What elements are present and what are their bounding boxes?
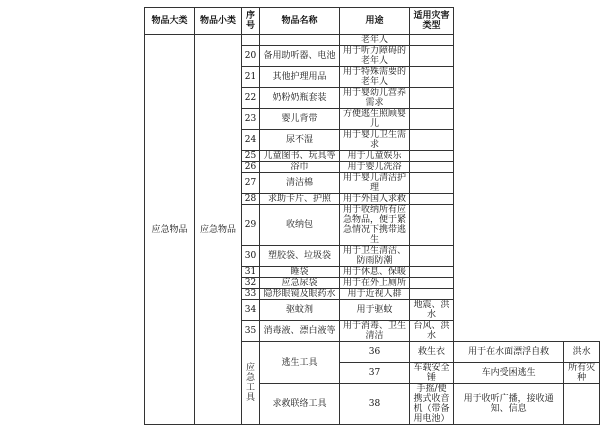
item-name: 收纳包	[260, 205, 340, 246]
use-cell: 用于收听广播，接收通知、信息	[454, 384, 564, 425]
row-number: 28	[242, 194, 260, 205]
item-name: 浴巾	[260, 162, 340, 173]
row-number: 24	[242, 130, 260, 151]
row-number: 25	[242, 151, 260, 162]
item-name: 备用助听器、电池	[260, 46, 340, 67]
row-number: 20	[242, 46, 260, 67]
row-number: 27	[242, 173, 260, 194]
item-name: 手摇/便携式收音机（带备用电池）	[410, 384, 454, 425]
item-name: 其他护理用品	[260, 67, 340, 88]
row-number: 37	[340, 363, 410, 384]
items-table	[144, 7, 600, 425]
disaster-cell	[410, 278, 454, 289]
item-name: 睡袋	[260, 267, 340, 278]
item-name: 奶粉奶瓶套装	[260, 88, 340, 109]
disaster-cell	[410, 267, 454, 278]
row-number: 21	[242, 67, 260, 88]
category-minor-rescue-contact-tools: 求救联络工具	[260, 384, 340, 425]
item-name: 婴儿背带	[260, 109, 340, 130]
item-name: 塑胶袋、垃圾袋	[260, 246, 340, 267]
use-cell: 用于特殊需要的老年人	[340, 67, 410, 88]
category-minor-escape-tools: 逃生工具	[260, 342, 340, 384]
header-row	[145, 8, 600, 35]
header-index: 序号	[242, 8, 260, 35]
item-name: 驱蚊剂	[260, 300, 340, 321]
row-number: 33	[242, 289, 260, 300]
header-name: 物品名称	[260, 8, 340, 35]
row-number: 26	[242, 162, 260, 173]
disaster-cell	[410, 151, 454, 162]
use-cell: 用于儿童娱乐	[340, 151, 410, 162]
use-cell: 用于驱蚊	[340, 300, 410, 321]
disaster-cell	[410, 109, 454, 130]
category-major-emergency-tools: 应急工具	[242, 342, 260, 425]
row-number: 23	[242, 109, 260, 130]
row-number: 35	[242, 321, 260, 342]
header-major: 物品大类	[145, 8, 195, 35]
disaster-cell	[410, 289, 454, 300]
header-disaster: 适用灾害类型	[410, 8, 454, 35]
category-major-emergency-items: 应急物品	[145, 35, 195, 425]
item-name: 应急尿袋	[260, 278, 340, 289]
use-cell: 用于卫生清洁、防雨防潮	[340, 246, 410, 267]
disaster-cell	[410, 46, 454, 67]
disaster-cell	[410, 130, 454, 151]
row-number: 36	[340, 342, 410, 363]
use-cell: 用于婴儿清洁护理	[340, 173, 410, 194]
item-name: 隐形眼镜及眼药水	[260, 289, 340, 300]
disaster-cell: 洪水	[564, 342, 600, 363]
header-minor: 物品小类	[195, 8, 242, 35]
use-cell: 车内受困逃生	[454, 363, 564, 384]
use-cell: 用于收纳所有应急物品，便于紧急情况下携带逃生	[340, 205, 410, 246]
header-use: 用途	[340, 8, 410, 35]
disaster-cell: 所有灾种	[564, 363, 600, 384]
table-row	[145, 35, 600, 46]
disaster-cell	[410, 205, 454, 246]
category-minor-emergency-items: 应急物品	[195, 35, 242, 425]
item-name: 儿童图书、玩具等	[260, 151, 340, 162]
item-name: 救生衣	[410, 342, 454, 363]
row-number: 38	[340, 384, 410, 425]
row-number: 29	[242, 205, 260, 246]
use-cell: 用于婴幼儿营养需求	[340, 88, 410, 109]
disaster-cell	[410, 162, 454, 173]
use-cell: 用于在外上厕所	[340, 278, 410, 289]
use-cell: 老年人	[340, 35, 410, 46]
row-number: 30	[242, 246, 260, 267]
use-cell: 用于消毒、卫生清洁	[340, 321, 410, 342]
use-cell: 用于在水面漂浮自救	[454, 342, 564, 363]
use-cell: 方便逃生照顾婴儿	[340, 109, 410, 130]
row-number: 22	[242, 88, 260, 109]
item-name: 车载安全锤	[410, 363, 454, 384]
disaster-cell: 台风、洪水	[410, 321, 454, 342]
use-cell: 用于婴儿洗浴	[340, 162, 410, 173]
disaster-cell	[564, 384, 600, 425]
item-name: 求助卡片、护照	[260, 194, 340, 205]
item-name: 尿不湿	[260, 130, 340, 151]
use-cell: 用于听力障碍的老年人	[340, 46, 410, 67]
row-number: 34	[242, 300, 260, 321]
disaster-cell	[410, 67, 454, 88]
use-cell: 用于休息、保暖	[340, 267, 410, 278]
disaster-cell: 地震、洪水	[410, 300, 454, 321]
item-name: 清洁棉	[260, 173, 340, 194]
disaster-cell	[410, 194, 454, 205]
row-number: 31	[242, 267, 260, 278]
disaster-cell	[410, 246, 454, 267]
use-cell: 用于近视人群	[340, 289, 410, 300]
use-cell: 用于婴儿卫生需求	[340, 130, 410, 151]
disaster-cell	[410, 173, 454, 194]
item-name: 消毒液、漂白液等	[260, 321, 340, 342]
row-number: 32	[242, 278, 260, 289]
use-cell: 用于外国人求救	[340, 194, 410, 205]
disaster-cell	[410, 88, 454, 109]
